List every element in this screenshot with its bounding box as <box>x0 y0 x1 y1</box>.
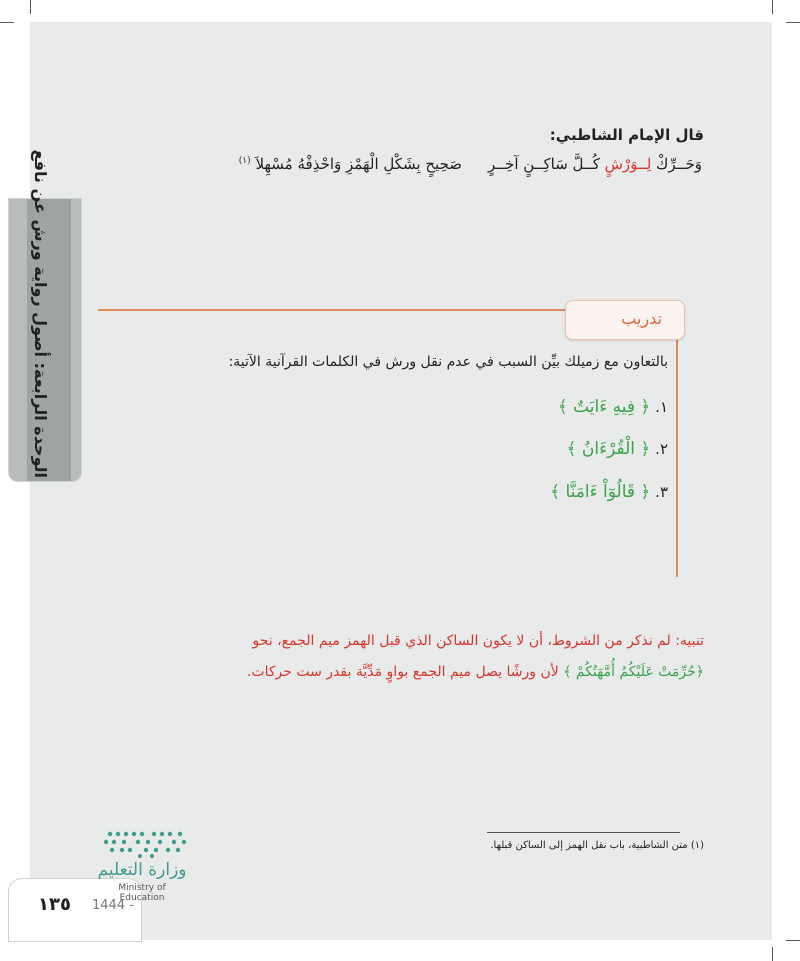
item-word: ﴿ قَالُوٓاْ ءَامَنَّا ﴾ <box>550 482 651 502</box>
crop-mark <box>30 0 31 14</box>
edition-year: 1444 - <box>92 898 134 913</box>
quote-title: قال الإمام الشاطبي: <box>549 126 704 144</box>
note-line-2-text: لأن ورشًا يصل ميم الجمع بواوٍ مَدِّيَّة بقدر ست حركات. <box>246 664 564 680</box>
exercise-item <box>550 481 668 502</box>
crop-mark <box>772 0 773 14</box>
exercise-item <box>567 438 668 459</box>
exercise-item <box>558 396 668 417</box>
exercise-tag <box>565 300 685 340</box>
ministry-logo-icon <box>100 828 190 858</box>
item-number: ١. <box>655 398 668 416</box>
exercise-tag-label: تدريب <box>621 309 662 328</box>
verse-first-hemistich: وَحَــرِّكْ لِــوَرْشٍ كُــلَّ سَاكِــنٍ آخِــرٍ <box>488 155 702 173</box>
item-number: ٢. <box>655 440 668 458</box>
crop-mark <box>772 947 773 961</box>
highlight-warsh: لِــوَرْشٍ <box>604 155 652 173</box>
note-verse: ﴿حُرِّمَتْ عَلَيْكُمُ أُمَّهَتُكُمْ ﴾ <box>563 664 704 680</box>
ministry-name-arabic: وزارة التعليم <box>97 860 187 880</box>
poem-verse <box>142 155 702 185</box>
note-line-1: تنبيه: لم نذكر من الشروط، أن لا يكون الساكن الذي قبل الهمز ميم الجمع، نحو <box>252 633 704 649</box>
exercise-side-rule <box>676 309 678 577</box>
crop-mark <box>786 940 800 941</box>
note-line-2 <box>247 664 704 680</box>
footnote: (١) متن الشاطبية، باب نقل الهمز إلى الساكن قبلها. <box>490 840 704 851</box>
footnote-ref: (١) <box>238 156 251 166</box>
page-number: ١٣٥ <box>38 894 71 915</box>
exercise-instruction: بالتعاون مع زميلك بيِّن السبب في عدم نقل ورش في الكلمات القرآنية الآتية: <box>228 354 668 370</box>
footnote-rule <box>487 832 680 833</box>
item-word: ﴿ الْقُرْءَانُ ﴾ <box>566 439 651 459</box>
item-word: ﴿ فِيهِ ءَايَتٌ ﴾ <box>557 397 651 417</box>
unit-title-vertical: الوحدة الرابعة: أصول رواية ورش عن نافع <box>31 149 50 478</box>
item-number: ٣. <box>655 483 668 501</box>
crop-mark <box>0 22 14 23</box>
ministry-name-english: Ministry of Education <box>118 883 166 903</box>
verse-second-hemistich: صَحِيحٍ بِشَكْلِ الْهَمْزِ وَاحْذِفْهُ مُسْهِلاَ $^{(١)}$ <box>238 155 462 173</box>
crop-mark <box>786 22 800 23</box>
